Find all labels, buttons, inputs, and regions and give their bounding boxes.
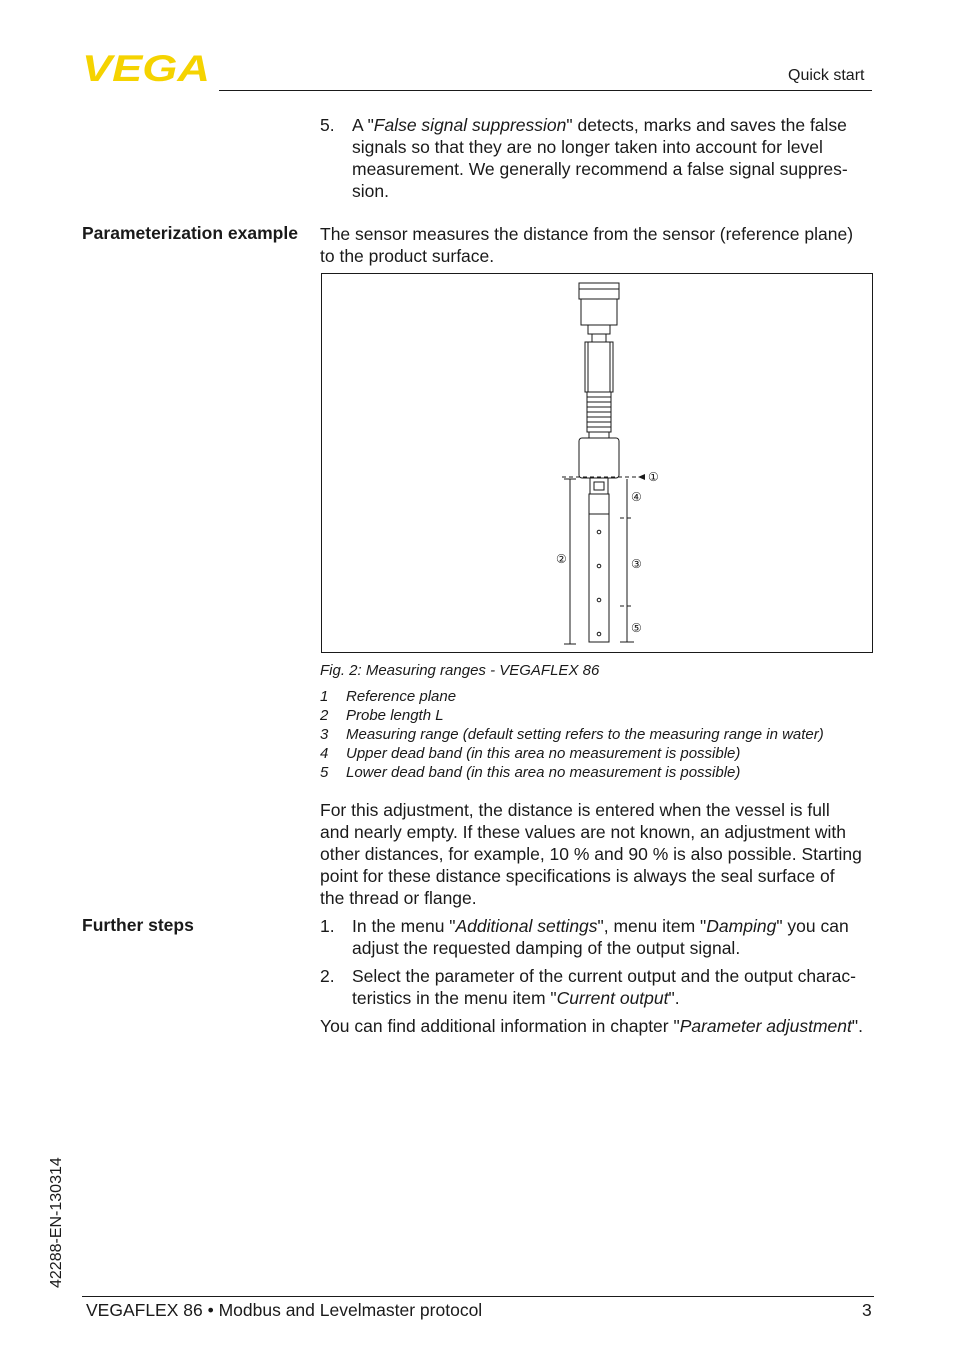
term-false-signal-suppression: False signal suppression — [373, 115, 567, 135]
step-number: 5. — [320, 115, 335, 135]
adjustment-paragraph: For this adjustment, the distance is entered when the vessel is full and nearly empty. If these values are not known, an adjustment with other distances, for example, 10 % and 90 % is also possible. Starting point for these distance specifications is always the seal surface of the thread or flange. — [320, 800, 862, 908]
step-5: 5. A "False signal suppression" detects, marks and saves the false signals so that they are no longer taken into account for level measurement. We generally recommend a false signal suppres- sion. — [320, 115, 848, 201]
measuring-ranges-figure — [321, 273, 873, 653]
vega-logo — [82, 52, 212, 84]
callout-3: ③ — [631, 557, 642, 571]
further-step-2: 2. Select the parameter of the current output and the output charac- teristics in the menu item "Current output". — [320, 966, 856, 1008]
term-additional-settings: Additional settings — [455, 916, 598, 936]
page-number: 3 — [862, 1300, 872, 1320]
term-parameter-adjustment: Parameter adjustment — [679, 1016, 852, 1036]
term-damping: Damping — [706, 916, 777, 936]
logo-text: VEGA — [82, 52, 210, 84]
further-steps-heading: Further steps — [82, 915, 194, 935]
callout-4: ④ — [631, 490, 642, 504]
parameterization-example-text: The sensor measures the distance from the sensor (reference plane) to the product surface. — [320, 224, 854, 266]
header-rule — [219, 90, 872, 91]
callout-5: ⑤ — [631, 621, 642, 635]
section-label: Quick start — [788, 67, 865, 84]
sensor-drawing — [322, 274, 872, 652]
footer-rule — [82, 1296, 874, 1297]
callout-1: ① — [648, 470, 659, 484]
callout-2: ② — [556, 552, 567, 566]
additional-info-note: You can find additional information in chapter "Parameter adjustment". — [320, 1016, 863, 1036]
figure-caption: Fig. 2: Measuring ranges - VEGAFLEX 86 — [320, 662, 600, 679]
parameterization-example-heading: Parameterization example — [82, 223, 298, 243]
document-id: 42288-EN-130314 — [48, 1157, 65, 1288]
footer-title: VEGAFLEX 86 • Modbus and Levelmaster protocol — [86, 1300, 483, 1320]
term-current-output: Current output — [556, 988, 669, 1008]
further-step-1: 1. In the menu "Additional settings", menu item "Damping" you can adjust the requested damping of the output signal. — [320, 916, 849, 958]
